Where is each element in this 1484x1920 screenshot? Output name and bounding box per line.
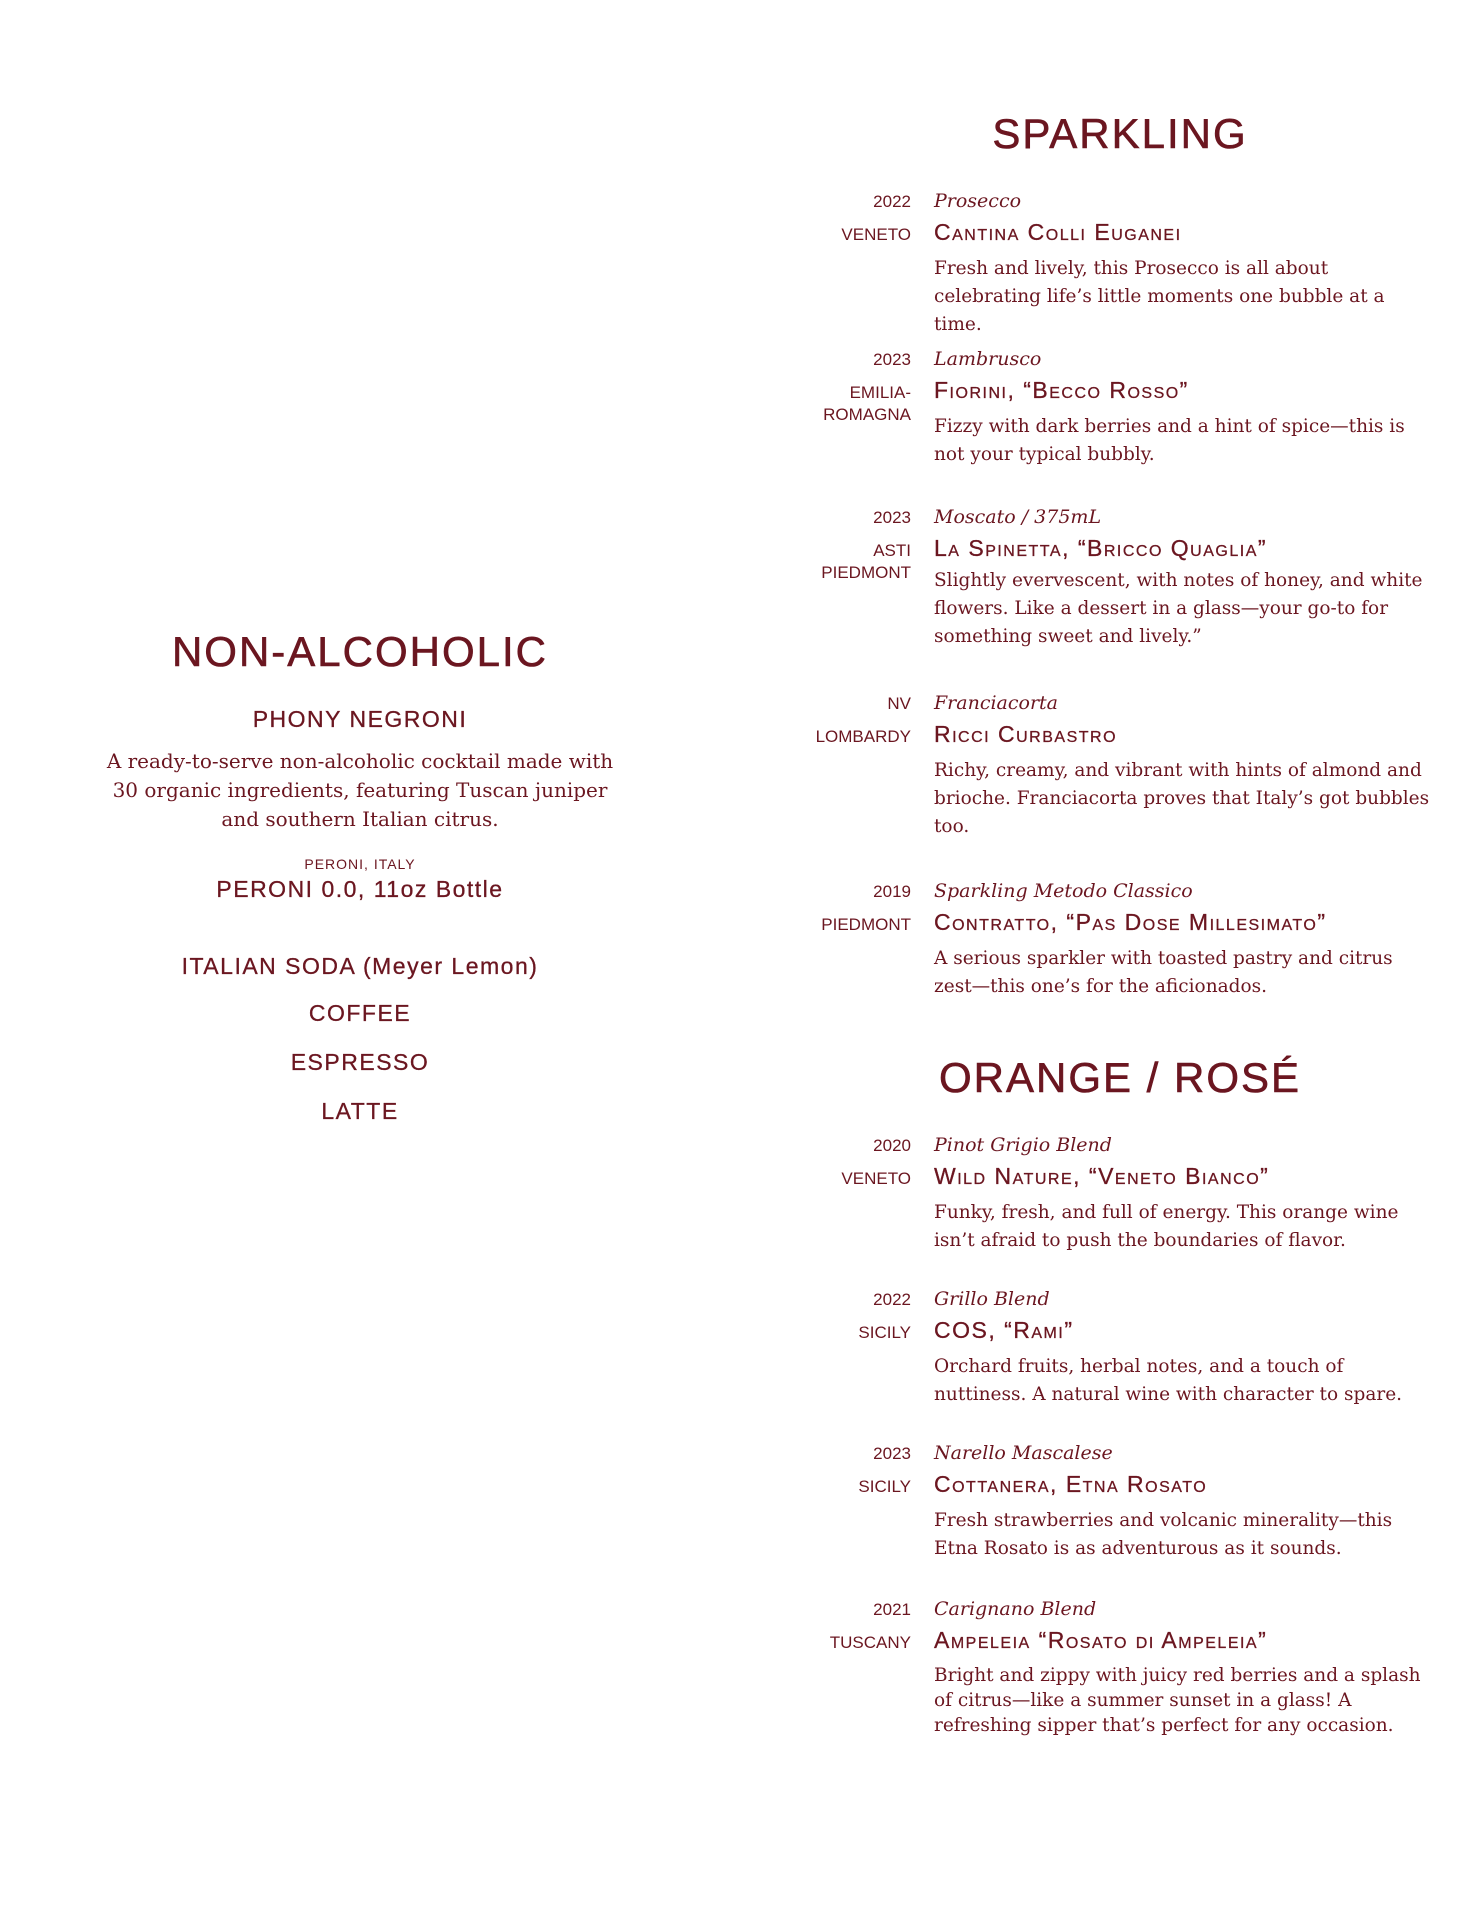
section-title-orange-rose: ORANGE / ROSÉ (938, 1054, 1302, 1101)
wine-region: PIEDMONT (821, 915, 911, 934)
wine-grape: Pinot Grigio Blend (934, 1134, 1112, 1156)
wine-region: SICILY (858, 1323, 911, 1342)
wine-year: 2022 (873, 1290, 911, 1309)
wine-year: NV (887, 694, 911, 713)
wine-producer: Ampeleia “Rosato di Ampeleia” (934, 1627, 1268, 1653)
wine-description: Fresh and lively, this Prosecco is all about celebrating life’s little moments one bubble at a time. (934, 258, 1385, 335)
wine-region: TUSCANY (829, 1633, 911, 1652)
non-alcoholic-section (70, 628, 650, 1125)
wine-description: Orchard fruits, herbal notes, and a touch of nuttiness. A natural wine with character to spare. (934, 1356, 1403, 1405)
wine-region: VENETO (841, 1169, 911, 1188)
wine-region: VENETO (841, 225, 911, 244)
wine-description: Slightly evervescent, with notes of honey, and white flowers. Like a dessert in a glass—your go-to for something sweet and lively.” (934, 570, 1423, 647)
wine-year: 2019 (873, 882, 911, 901)
phony-negroni-title: PHONY NEGRONI (252, 706, 468, 732)
wine-description: Funky, fresh, and full of energy. This orange wine isn’t afraid to push the boundaries of flavor. (934, 1202, 1399, 1251)
peroni-origin: PERONI, ITALY (304, 856, 416, 872)
wine-year: 2023 (873, 1444, 911, 1463)
wine-producer: Ricci Curbastro (934, 721, 1118, 747)
latte-item: LATTE (321, 1098, 399, 1124)
section-title-non-alcoholic: NON-ALCOHOLIC (171, 628, 549, 675)
wine-description: Richy, creamy, and vibrant with hints of almond and brioche. Franciacorta proves that Italy’s got bubbles too. (934, 760, 1430, 837)
wine-grape: Franciacorta (934, 692, 1059, 714)
wine-description: Bright and zippy with juicy red berries and a splash of citrus—like a summer sunset in a glass! A refreshing sipper that’s perfect for any occasion. (934, 1665, 1421, 1736)
wine-description: Fizzy with dark berries and a hint of spice—this is not your typical bubbly. (934, 416, 1405, 465)
phony-negroni-description: A ready-to-serve non-alcoholic cocktail made with 30 organic ingredients, featuring Tuscan juniper and southern Italian citrus. (106, 749, 614, 831)
wine-year: 2020 (873, 1136, 911, 1155)
section-title-sparkling: SPARKLING (992, 110, 1248, 157)
wine-grape: Sparkling Metodo Classico (934, 880, 1193, 902)
wine-producer: COS, “Rami” (934, 1317, 1074, 1343)
wine-producer: Fiorini, “Becco Rosso” (934, 377, 1189, 403)
coffee-item: COFFEE (308, 1000, 412, 1026)
wine-region: EMILIA-ROMAGNA (823, 383, 911, 424)
wine-grape: Prosecco (934, 190, 1022, 212)
wine-region: ASTI PIEDMONT (821, 541, 911, 582)
peroni-title: PERONI 0.0, 11oz Bottle (216, 876, 504, 902)
wine-year: 2023 (873, 508, 911, 527)
wine-producer: Wild Nature, “Veneto Bianco” (934, 1163, 1270, 1189)
wine-producer: La Spinetta, “Bricco Quaglia” (934, 535, 1268, 561)
wine-grape: Lambrusco (934, 348, 1042, 370)
espresso-item: ESPRESSO (290, 1049, 430, 1075)
wine-region: LOMBARDY (815, 727, 911, 746)
wine-producer: Cantina Colli Euganei (934, 219, 1182, 245)
wine-grape: Moscato / 375mL (934, 506, 1102, 528)
wine-grape: Grillo Blend (934, 1288, 1050, 1310)
wine-list (800, 100, 1440, 1800)
wine-year: 2023 (873, 350, 911, 369)
wine-grape: Narello Mascalese (934, 1442, 1113, 1464)
wine-producer: Contratto, “Pas Dose Millesimato” (934, 909, 1327, 935)
wine-producer: Cottanera, Etna Rosato (934, 1471, 1208, 1497)
wine-region: SICILY (858, 1477, 911, 1496)
wine-year: 2022 (873, 192, 911, 211)
wine-year: 2021 (873, 1600, 911, 1619)
wine-description: A serious sparkler with toasted pastry and citrus zest—this one’s for the aficionados. (934, 948, 1393, 997)
wine-grape: Carignano Blend (934, 1598, 1097, 1620)
wine-description: Fresh strawberries and volcanic minerality—this Etna Rosato is as adventurous as it sounds. (934, 1510, 1393, 1559)
italian-soda-item: ITALIAN SODA (Meyer Lemon) (181, 953, 539, 979)
